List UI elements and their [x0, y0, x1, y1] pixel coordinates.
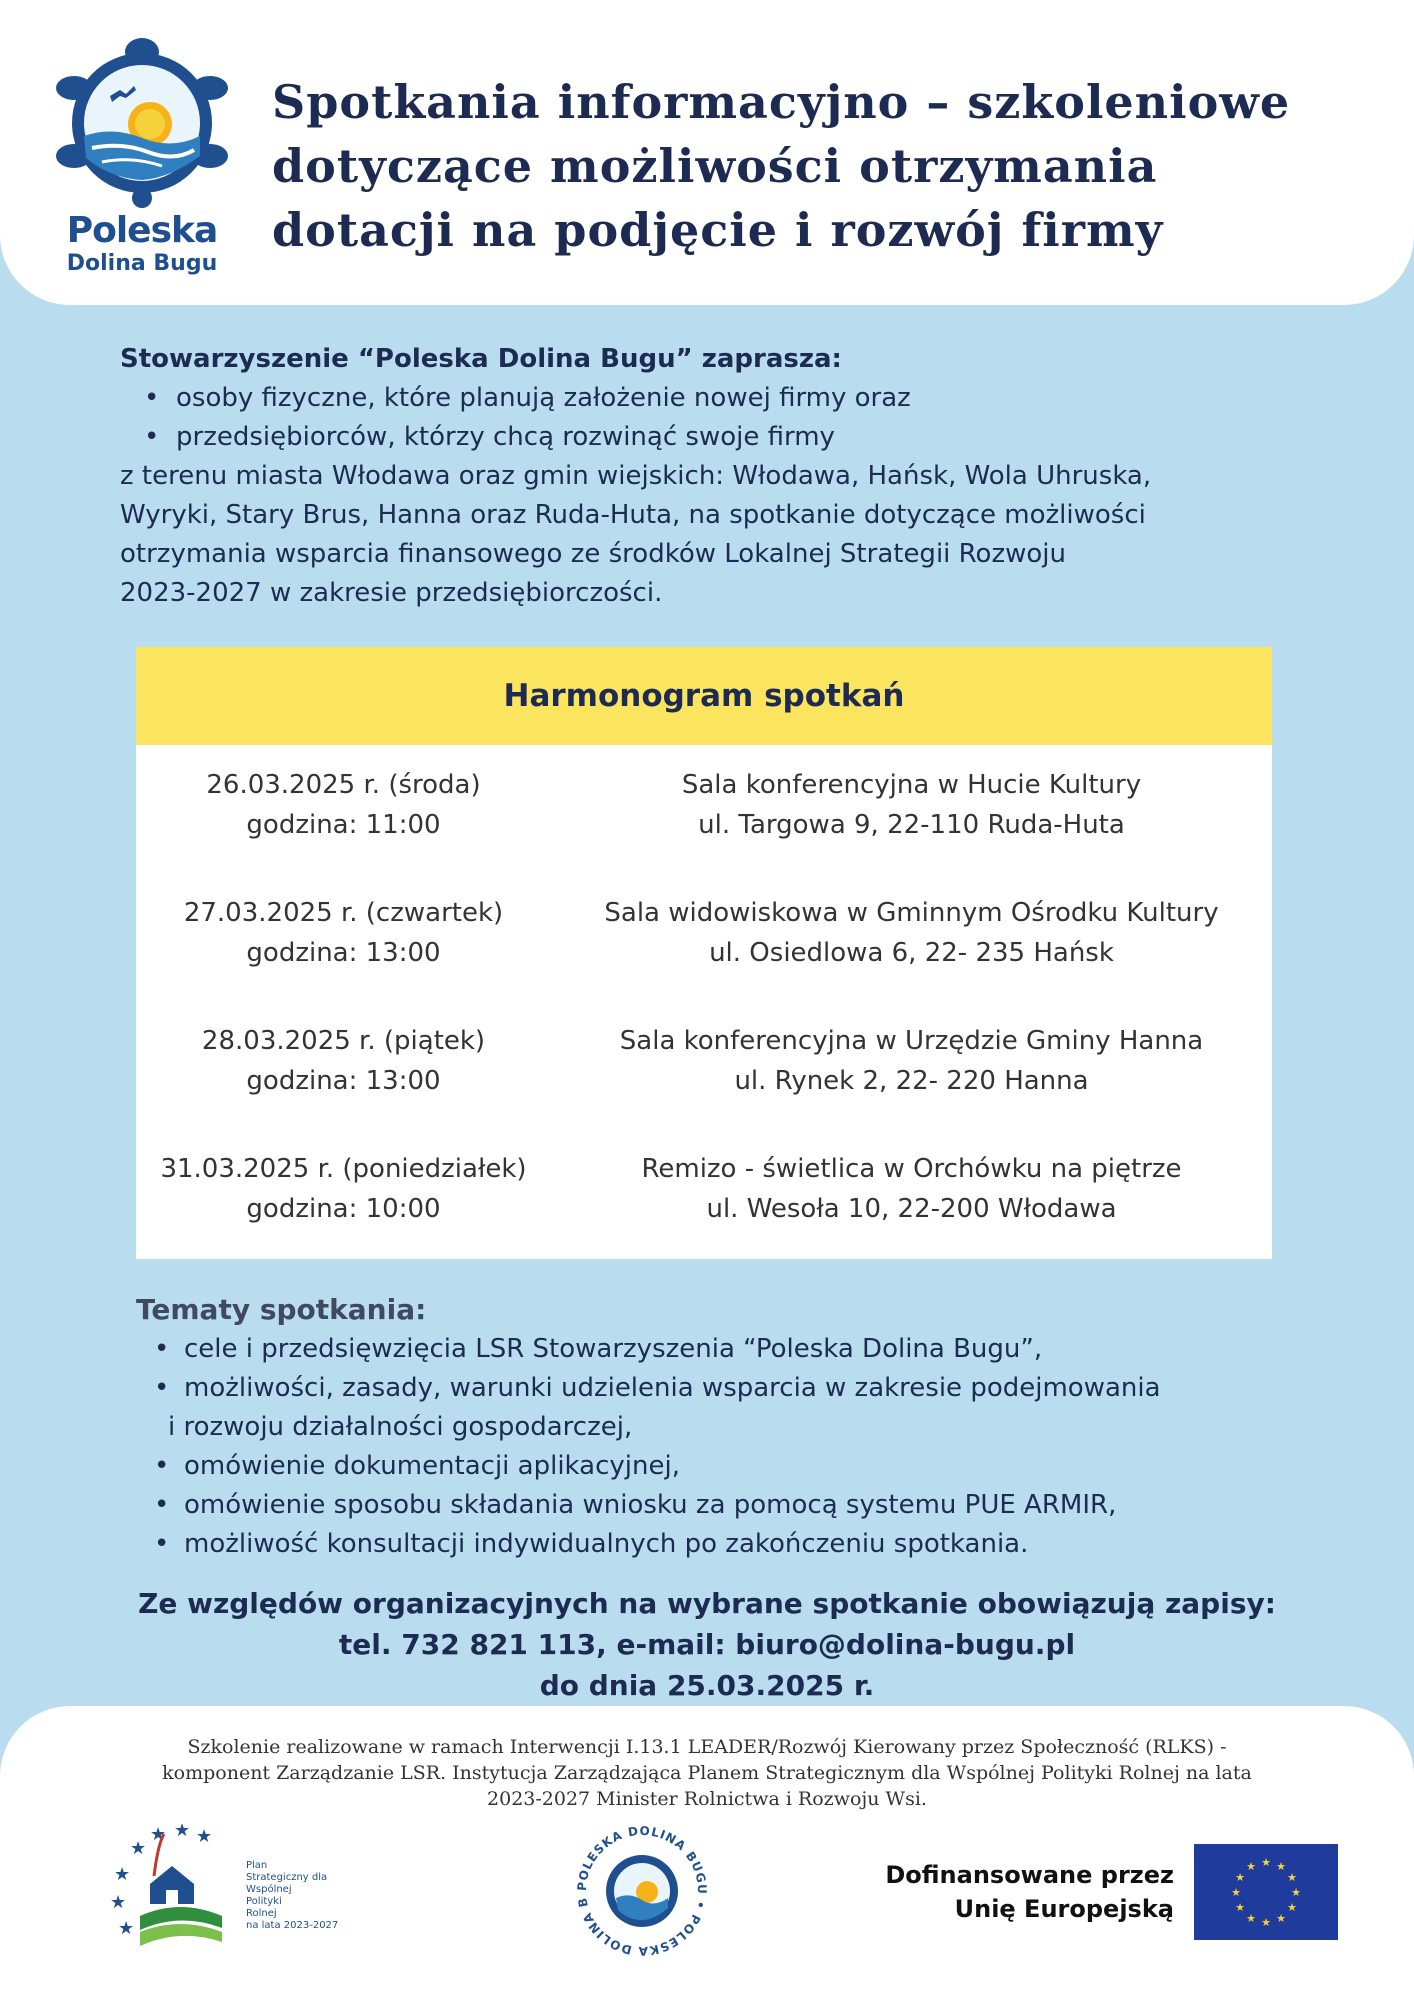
- meeting-date: 27.03.2025 r. (czwartek): [183, 898, 504, 928]
- wpr-emblem-icon: [110, 1824, 240, 1954]
- schedule-date-cell: [136, 1149, 551, 1257]
- schedule-row: [136, 1129, 1272, 1257]
- list-item: [150, 1486, 1336, 1525]
- invitation-lead: Stowarzyszenie “Poleska Dolina Bugu” zaprasza:: [120, 344, 842, 374]
- schedule-place-cell: [551, 765, 1272, 873]
- meeting-date: 28.03.2025 r. (piątek): [201, 1026, 486, 1056]
- svg-text:★: ★: [118, 1918, 135, 1939]
- schedule-place-cell: [551, 1149, 1272, 1257]
- svg-text:★: ★: [174, 1824, 191, 1841]
- logo-wordmark: [52, 211, 232, 277]
- schedule-date-cell: [136, 1021, 551, 1129]
- invitation-text-line: Wyryki, Stary Brus, Hanna oraz Ruda-Huta, na spotkanie dotyczące możliwości: [120, 500, 1146, 530]
- svg-text:★: ★: [1287, 1901, 1297, 1914]
- logo-name-line1: Poleska: [66, 210, 218, 251]
- invitation-text-line: otrzymania wsparcia finansowego ze środków Lokalnej Strategii Rozwoju: [120, 539, 1066, 569]
- invitation-text-line: 2023-2027 w zakresie przedsiębiorczości.: [120, 578, 663, 608]
- svg-text:★: ★: [1231, 1886, 1241, 1899]
- schedule-row: [136, 745, 1272, 873]
- title-line: Spotkania informacyjno – szkoleniowe: [272, 75, 1291, 129]
- topics-section: [136, 1290, 1336, 1564]
- svg-text:★: ★: [1291, 1886, 1301, 1899]
- signup-deadline: do dnia 25.03.2025 r.: [539, 1669, 875, 1702]
- svg-text:★: ★: [1246, 1860, 1256, 1873]
- round-seal-icon: [572, 1816, 712, 1966]
- meeting-date: 26.03.2025 r. (środa): [206, 770, 481, 800]
- schedule-place-cell: [551, 1021, 1272, 1129]
- header: [0, 0, 1414, 305]
- topic-text: omówienie sposobu składania wniosku za pomocą systemu PUE ARMIR,: [184, 1490, 1117, 1520]
- meeting-time: godzina: 11:00: [246, 810, 441, 840]
- list-item: [150, 1447, 1336, 1486]
- svg-text:★: ★: [1235, 1901, 1245, 1914]
- list-item: • przedsiębiorców, którzy chcą rozwinąć swoje firmy: [138, 418, 1320, 457]
- title-line: dotyczące możliwości otrzymania: [272, 139, 1158, 193]
- plan-label-line: Rolnej: [246, 1908, 277, 1919]
- meeting-address: ul. Rynek 2, 22- 220 Hanna: [734, 1066, 1089, 1096]
- svg-text:★: ★: [110, 1892, 127, 1913]
- svg-text:★: ★: [130, 1838, 147, 1859]
- signup-line: Ze względów organizacyjnych na wybrane spotkanie obowiązują zapisy:: [138, 1587, 1276, 1620]
- eu-label-line: Unię Europejską: [954, 1895, 1174, 1923]
- topics-list: [150, 1330, 1336, 1564]
- schedule-table: [136, 647, 1272, 1259]
- topic-text: omówienie dokumentacji aplikacyjnej,: [184, 1451, 680, 1481]
- svg-text:★: ★: [1276, 1860, 1286, 1873]
- schedule-title: Harmonogram spotkań: [136, 647, 1272, 745]
- disclaimer-line: 2023-2027 Minister Rolnictwa i Rozwoju Wsi.: [487, 1788, 927, 1810]
- eu-funding-label: [850, 1858, 1174, 1926]
- seal-ring-text: POLESKA DOLINA BUGU • POLESKA DOLINA B: [574, 1823, 710, 1959]
- topic-text-continuation: i rozwoju działalności gospodarczej,: [168, 1412, 633, 1442]
- schedule-row: [136, 873, 1272, 1001]
- list-item: [150, 1369, 1336, 1447]
- funding-disclaimer: [50, 1734, 1364, 1812]
- topics-title: Tematy spotkania:: [136, 1293, 427, 1326]
- signup-contact: tel. 732 821 113, e-mail: biuro@dolina-bugu.pl: [338, 1628, 1076, 1661]
- meeting-time: godzina: 13:00: [246, 1066, 441, 1096]
- signup-notice: [0, 1583, 1414, 1706]
- meeting-time: godzina: 10:00: [246, 1194, 441, 1224]
- list-item: [150, 1330, 1336, 1369]
- svg-text:★: ★: [1235, 1871, 1245, 1884]
- list-item: [150, 1525, 1336, 1564]
- eu-flag-icon: [1194, 1844, 1338, 1940]
- svg-text:★: ★: [1261, 1856, 1271, 1869]
- meeting-address: ul. Osiedlowa 6, 22- 235 Hańsk: [709, 938, 1114, 968]
- logo-name-line2: Dolina Bugu: [66, 251, 218, 276]
- topic-text: możliwości, zasady, warunki udzielenia wsparcia w zakresie podejmowania: [184, 1373, 1161, 1403]
- topic-text: możliwość konsultacji indywidualnych po zakończeniu spotkania.: [184, 1529, 1029, 1559]
- svg-text:★: ★: [196, 1826, 213, 1847]
- schedule-row: [136, 1001, 1272, 1129]
- poleska-dolina-bugu-logo: [52, 38, 232, 288]
- meeting-time: godzina: 13:00: [246, 938, 441, 968]
- schedule-date-cell: [136, 765, 551, 873]
- eu-label-line: Dofinansowane przez: [885, 1861, 1174, 1889]
- invitation-text-line: z terenu miasta Włodawa oraz gmin wiejskich: Włodawa, Hańsk, Wola Uhruska,: [120, 461, 1152, 491]
- invitation-audience-list: [138, 379, 1320, 457]
- footer: [0, 1706, 1414, 2000]
- disclaimer-line: komponent Zarządzanie LSR. Instytucja Zarządzająca Planem Strategicznym dla Wspólnej Polityki Rolnej na lata: [162, 1762, 1252, 1784]
- eu-stars-icon: [1194, 1844, 1338, 1940]
- poleska-dolina-bugu-seal: [572, 1816, 712, 1966]
- meeting-place: Sala konferencyjna w Hucie Kultury: [681, 770, 1142, 800]
- svg-text:★: ★: [1287, 1871, 1297, 1884]
- page-title: [272, 70, 1372, 262]
- invitation-section: [120, 340, 1320, 613]
- svg-text:★: ★: [1261, 1916, 1271, 1929]
- meeting-place: Remizo - świetlica w Orchówku na piętrze: [641, 1154, 1182, 1184]
- svg-text:★: ★: [150, 1824, 167, 1845]
- svg-text:★: ★: [114, 1864, 131, 1885]
- plan-label-line: Strategiczny dla: [246, 1872, 328, 1883]
- schedule-date-cell: [136, 893, 551, 1001]
- meeting-address: ul. Wesoła 10, 22-200 Włodawa: [706, 1194, 1117, 1224]
- meeting-address: ul. Targowa 9, 22-110 Ruda-Huta: [698, 810, 1125, 840]
- plan-strategiczny-logo: [110, 1824, 360, 1954]
- schedule-place-cell: [551, 893, 1272, 1001]
- plan-label-line: Polityki: [246, 1896, 282, 1907]
- list-item: • osoby fizyczne, które planują założenie nowej firmy oraz: [138, 379, 1320, 418]
- svg-text:★: ★: [1246, 1912, 1256, 1925]
- svg-text:★: ★: [1276, 1912, 1286, 1925]
- turtle-emblem-icon: [52, 38, 232, 208]
- topic-text: cele i przedsięwzięcia LSR Stowarzyszenia “Poleska Dolina Bugu”,: [184, 1334, 1043, 1364]
- plan-label-years: na lata 2023-2027: [246, 1920, 339, 1931]
- disclaimer-line: Szkolenie realizowane w ramach Interwencji I.13.1 LEADER/Rozwój Kierowany przez Społeczność (RLKS) -: [187, 1736, 1227, 1758]
- title-line: dotacji na podjęcie i rozwój firmy: [272, 203, 1164, 257]
- meeting-place: Sala konferencyjna w Urzędzie Gminy Hanna: [619, 1026, 1204, 1056]
- meeting-date: 31.03.2025 r. (poniedziałek): [160, 1154, 527, 1184]
- plan-strategiczny-label: [246, 1860, 366, 1932]
- plan-label-line: Wspólnej: [246, 1884, 292, 1895]
- plan-label-line: Plan: [246, 1860, 268, 1871]
- meeting-place: Sala widowiskowa w Gminnym Ośrodku Kultury: [604, 898, 1219, 928]
